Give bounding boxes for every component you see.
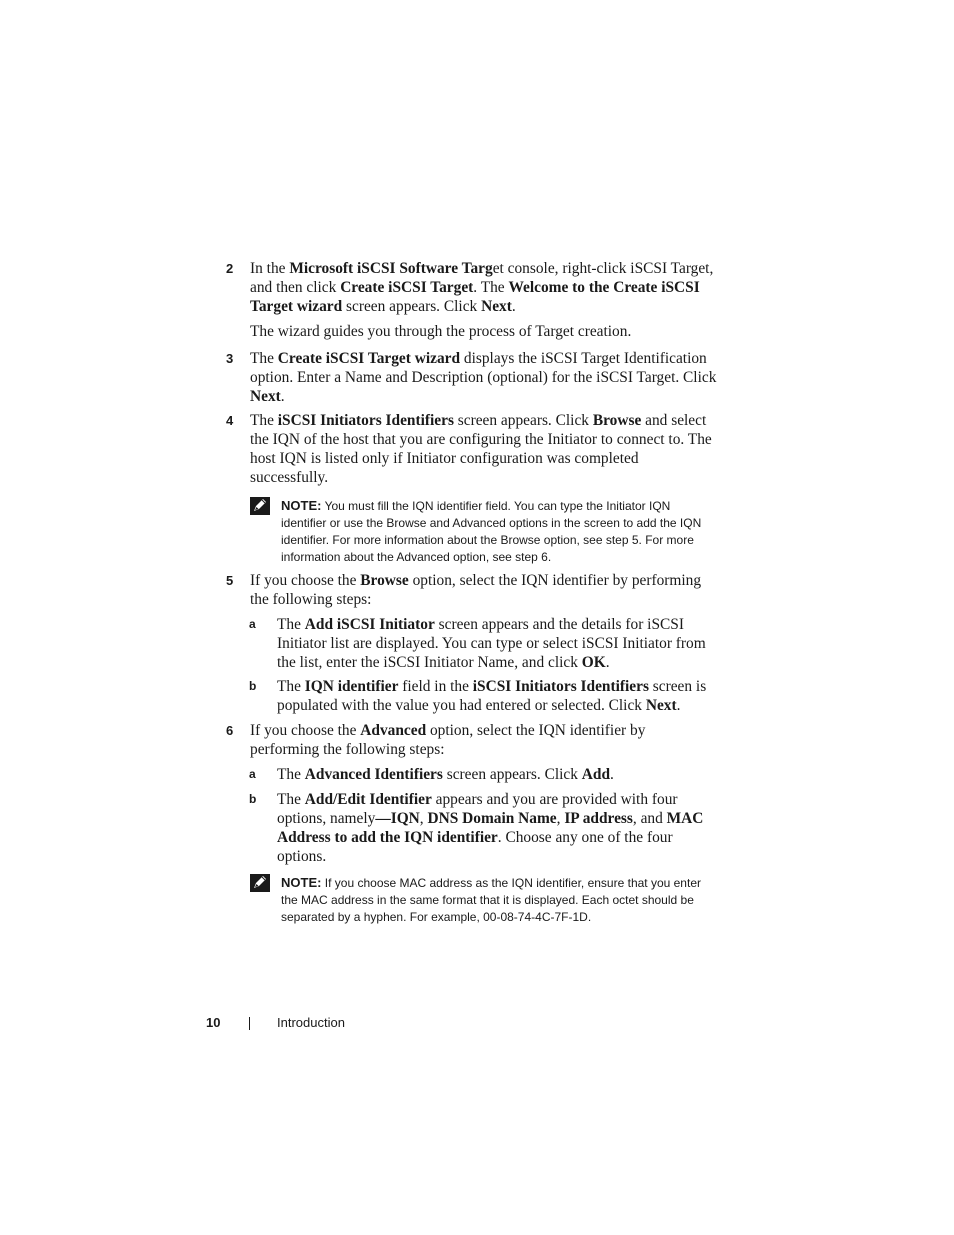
step-6a-text: The Advanced Identifiers screen appears. Click Add. <box>277 766 614 783</box>
step-5-text: If you choose the Browse option, select the IQN identifier by performing the following steps: <box>250 572 702 608</box>
step-number: 5 <box>226 573 234 588</box>
note-text: NOTE: You must fill the IQN identifier field. You can type the Initiator IQN identifier or use the Browse and Advanced options in the screen to add the IQN identifier. For more information about the Browse option, see step 5. For more information about the Advanced option, see step 6. <box>281 498 702 564</box>
step-6-text: If you choose the Advanced option, select the IQN identifier by performing the following steps: <box>250 722 646 758</box>
substep-letter: a <box>249 767 256 781</box>
step-number: 3 <box>226 351 234 366</box>
step-number: 2 <box>226 261 234 276</box>
step-4-text: The iSCSI Initiators Identifiers screen appears. Click Browse and select the IQN of the host that you are configuring the Initiator to connect to. The host IQN is listed only if Initiator configuration was completed successfully. <box>250 412 712 486</box>
note-text: NOTE: If you choose MAC address as the IQN identifier, ensure that you enter the MAC address in the same format that it is displayed. Each octet should be separated by a hyphen. For example, 00-08-74-4C-7F-1D. <box>281 875 701 924</box>
substep-letter: b <box>249 679 257 693</box>
substep-letter: b <box>249 792 257 806</box>
step-number: 4 <box>226 413 234 428</box>
section-title: Introduction <box>277 1015 345 1030</box>
step-2-followup: The wizard guides you through the process of Target creation. <box>250 323 632 340</box>
page-number: 10 <box>206 1015 221 1030</box>
substep-letter: a <box>249 617 256 631</box>
pencil-note-icon <box>250 497 270 515</box>
footer-divider <box>249 1017 250 1030</box>
step-2-text: In the Microsoft iSCSI Software Target console, right-click iSCSI Target, and then click Create iSCSI Target. The Welcome to the Create iSCSI Target wizard screen appears. Click Next. <box>250 260 714 315</box>
step-5a-text: The Add iSCSI Initiator screen appears and the details for iSCSI Initiator list are displayed. You can type or select iSCSI Initiator from the list, enter the iSCSI Initiator Name, and click OK. <box>277 616 706 671</box>
step-number: 6 <box>226 723 234 738</box>
step-5b-text: The IQN identifier field in the iSCSI Initiators Identifiers screen is populated with the value you had entered or selected. Click Next. <box>277 678 707 714</box>
step-6b-text: The Add/Edit Identifier appears and you are provided with four options, namely—IQN, DNS Domain Name, IP address, and MAC Address to add the IQN identifier. Choose any one of the four options. <box>277 791 704 865</box>
step-3-text: The Create iSCSI Target wizard displays the iSCSI Target Identification option. Enter a Name and Description (optional) for the iSCSI Target. Click Next. <box>250 350 717 405</box>
pencil-note-icon <box>250 874 270 892</box>
